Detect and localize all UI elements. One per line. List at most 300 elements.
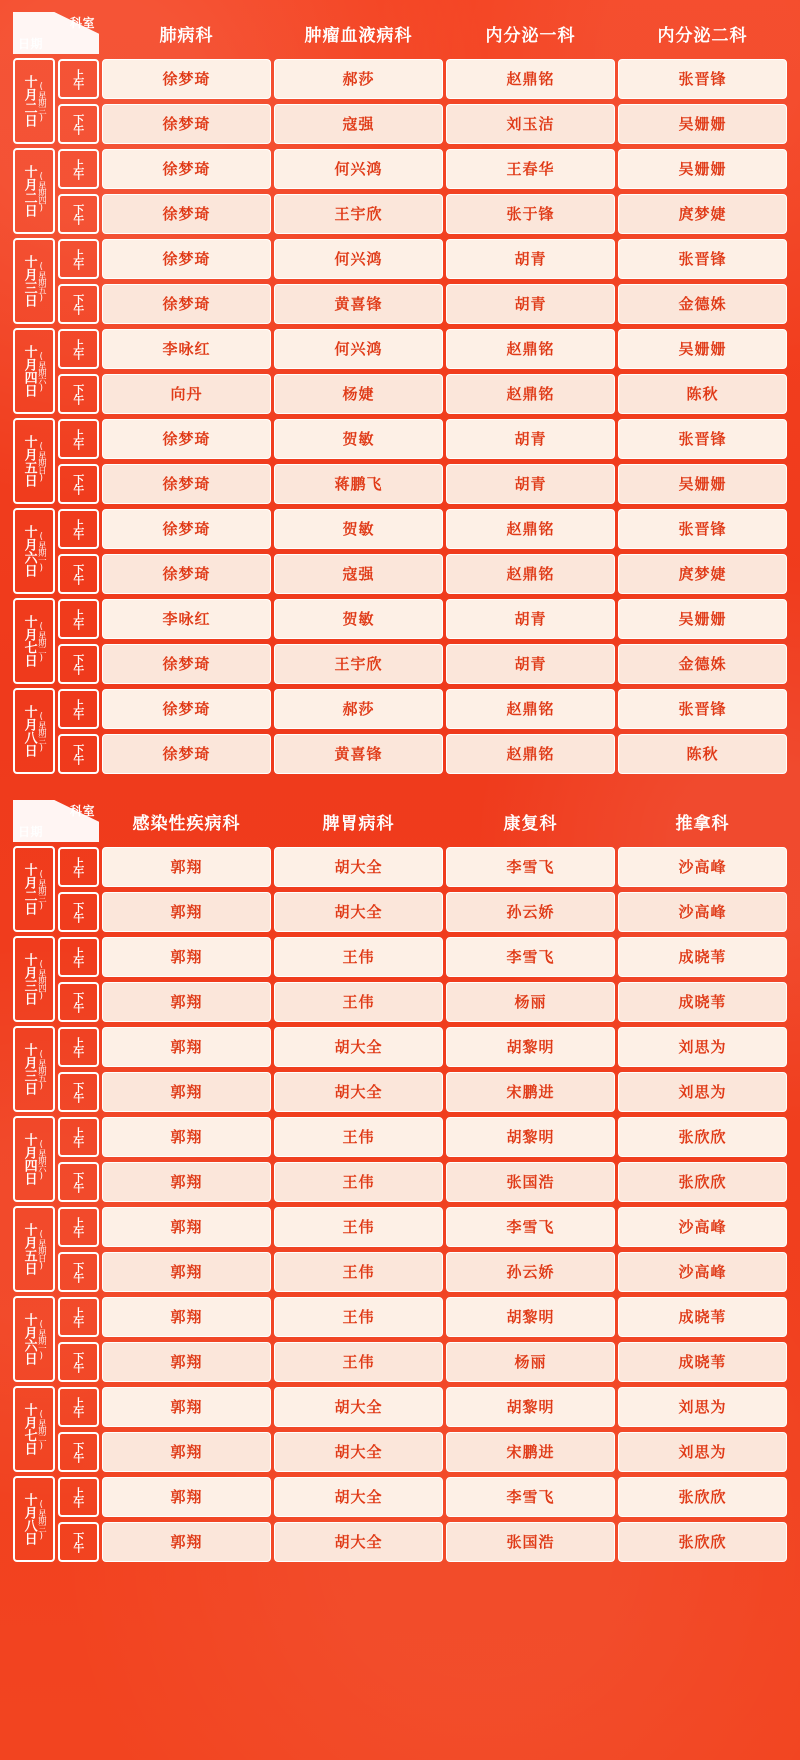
session-label: 上午 (71, 68, 85, 89)
session-cell (58, 238, 100, 279)
weekday-text: (星期六) (36, 351, 47, 393)
doctor-name: 郭翔 (102, 1252, 271, 1292)
session-box (58, 644, 100, 684)
session-box (58, 982, 100, 1022)
doctor-cell (274, 1071, 443, 1112)
session-box (58, 1252, 100, 1292)
doctor-name: 胡大全 (274, 1387, 443, 1427)
doctor-cell (446, 1071, 615, 1112)
date-box (13, 238, 55, 324)
doctor-name: 陈秋 (618, 734, 787, 774)
doctor-cell (618, 643, 787, 684)
date-cell (13, 148, 55, 234)
doctor-cell (618, 936, 787, 977)
department-header: 内分泌二科 (657, 25, 748, 46)
session-box (58, 419, 100, 459)
doctor-name: 胡黎明 (446, 1117, 615, 1157)
doctor-name: 郭翔 (102, 937, 271, 977)
table-row (13, 58, 787, 99)
doctor-name: 刘思为 (618, 1387, 787, 1427)
session-label: 下午 (71, 1441, 85, 1462)
corner-divider (13, 12, 99, 54)
date-cell (13, 508, 55, 594)
doctor-name: 郭翔 (102, 1207, 271, 1247)
doctor-cell (618, 1071, 787, 1112)
doctor-cell (102, 553, 271, 594)
doctor-cell (446, 148, 615, 189)
doctor-cell (102, 193, 271, 234)
doctor-name: 李雪飞 (446, 1207, 615, 1247)
doctor-cell (274, 733, 443, 774)
doctor-cell (446, 1476, 615, 1517)
date-box (13, 1296, 55, 1382)
doctor-cell (274, 598, 443, 639)
doctor-cell (618, 418, 787, 459)
session-box (58, 329, 100, 369)
session-label: 下午 (71, 563, 85, 584)
doctor-name: 赵鼎铭 (446, 329, 615, 369)
date-text: 十月五日 (21, 1223, 37, 1275)
doctor-cell (102, 846, 271, 887)
doctor-cell (274, 1431, 443, 1472)
table-row (13, 733, 787, 774)
doctor-name: 宋鹏进 (446, 1072, 615, 1112)
doctor-name: 胡大全 (274, 1477, 443, 1517)
session-box (58, 599, 100, 639)
session-box (58, 937, 100, 977)
doctor-cell (618, 598, 787, 639)
doctor-name: 寇强 (274, 554, 443, 594)
doctor-cell (274, 193, 443, 234)
table-row (13, 148, 787, 189)
session-label: 上午 (71, 158, 85, 179)
doctor-cell (618, 508, 787, 549)
department-header: 康复科 (503, 813, 558, 834)
weekday-text: (星期六) (36, 1139, 47, 1181)
session-cell (58, 328, 100, 369)
doctor-name: 胡大全 (274, 1072, 443, 1112)
doctor-cell (102, 283, 271, 324)
header-department-label: 科室 (69, 16, 95, 30)
session-box (58, 554, 100, 594)
weekday-text: (星期三) (36, 81, 47, 123)
session-cell (58, 508, 100, 549)
doctor-name: 金德姝 (618, 644, 787, 684)
doctor-name: 李咏红 (102, 599, 271, 639)
doctor-name: 张于锋 (446, 194, 615, 234)
department-header: 肿瘤血液病科 (304, 25, 413, 46)
session-label: 下午 (71, 991, 85, 1012)
doctor-cell (446, 846, 615, 887)
session-label: 下午 (71, 1531, 85, 1552)
doctor-name: 王宇欣 (274, 194, 443, 234)
doctor-cell (274, 103, 443, 144)
doctor-cell (446, 1161, 615, 1202)
session-cell (58, 418, 100, 459)
table-row (13, 936, 787, 977)
doctor-cell (102, 981, 271, 1022)
doctor-name: 赵鼎铭 (446, 734, 615, 774)
doctor-cell (102, 1161, 271, 1202)
session-cell (58, 981, 100, 1022)
doctor-name: 胡大全 (274, 847, 443, 887)
doctor-cell (618, 463, 787, 504)
table-row (13, 1431, 787, 1472)
doctor-name: 贺敏 (274, 419, 443, 459)
session-cell (58, 103, 100, 144)
doctor-name: 成晓苇 (618, 1297, 787, 1337)
doctor-cell (446, 58, 615, 99)
session-box (58, 194, 100, 234)
session-box (58, 1027, 100, 1067)
doctor-cell (274, 148, 443, 189)
session-label: 上午 (71, 1486, 85, 1507)
doctor-cell (446, 1296, 615, 1337)
session-cell (58, 1071, 100, 1112)
session-box (58, 734, 100, 774)
doctor-name: 胡青 (446, 644, 615, 684)
doctor-name: 胡青 (446, 239, 615, 279)
department-header: 脾胃病科 (322, 813, 395, 834)
date-box (13, 936, 55, 1022)
table-row (13, 418, 787, 459)
date-text: 十月八日 (21, 1493, 37, 1545)
session-label: 上午 (71, 608, 85, 629)
doctor-cell (446, 1386, 615, 1427)
department-header: 推拿科 (675, 813, 730, 834)
session-label: 上午 (71, 1306, 85, 1327)
doctor-cell (102, 1071, 271, 1112)
table-row (13, 1206, 787, 1247)
doctor-cell (446, 328, 615, 369)
weekday-text: (星期三) (36, 869, 47, 911)
doctor-name: 吴姗姗 (618, 149, 787, 189)
doctor-cell (446, 1116, 615, 1157)
header-corner-cell (13, 800, 99, 842)
session-cell (58, 1431, 100, 1472)
doctor-cell (274, 1116, 443, 1157)
doctor-name: 赵鼎铭 (446, 59, 615, 99)
doctor-name: 李咏红 (102, 329, 271, 369)
date-text: 十月四日 (21, 1133, 37, 1185)
doctor-cell (274, 553, 443, 594)
weekday-text: (星期二) (36, 621, 47, 663)
table-row (13, 891, 787, 932)
doctor-cell (102, 58, 271, 99)
session-box (58, 1342, 100, 1382)
date-cell (13, 1386, 55, 1472)
doctor-name: 陈秋 (618, 374, 787, 414)
doctor-name: 张晋锋 (618, 689, 787, 729)
date-text: 十月二日 (21, 165, 37, 217)
doctor-cell (446, 463, 615, 504)
doctor-name: 徐梦琦 (102, 149, 271, 189)
date-cell (13, 1476, 55, 1562)
doctor-name: 赵鼎铭 (446, 374, 615, 414)
session-label: 上午 (71, 698, 85, 719)
doctor-name: 郭翔 (102, 847, 271, 887)
session-cell (58, 1476, 100, 1517)
department-header: 内分泌一科 (485, 25, 576, 46)
doctor-cell (446, 1026, 615, 1067)
table-row (13, 1161, 787, 1202)
doctor-cell (446, 238, 615, 279)
weekday-text: (星期四) (36, 959, 47, 1001)
doctor-cell (274, 643, 443, 684)
table-row (13, 1521, 787, 1562)
session-box (58, 1162, 100, 1202)
doctor-name: 刘思为 (618, 1072, 787, 1112)
session-cell (58, 643, 100, 684)
doctor-cell (618, 238, 787, 279)
doctor-name: 胡大全 (274, 892, 443, 932)
session-box (58, 464, 100, 504)
session-box (58, 374, 100, 414)
session-box (58, 149, 100, 189)
session-label: 下午 (71, 1171, 85, 1192)
table-row (13, 598, 787, 639)
doctor-cell (102, 373, 271, 414)
doctor-cell (274, 418, 443, 459)
doctor-cell (274, 936, 443, 977)
doctor-cell (446, 1431, 615, 1472)
date-box (13, 598, 55, 684)
doctor-cell (618, 1206, 787, 1247)
doctor-cell (618, 328, 787, 369)
date-cell (13, 58, 55, 144)
session-cell (58, 936, 100, 977)
session-box (58, 1072, 100, 1112)
session-cell (58, 891, 100, 932)
table-row (13, 373, 787, 414)
doctor-name: 郭翔 (102, 1162, 271, 1202)
doctor-cell (102, 643, 271, 684)
doctor-cell (274, 508, 443, 549)
session-cell (58, 733, 100, 774)
date-text: 十月二日 (21, 863, 37, 915)
doctor-cell (446, 598, 615, 639)
session-cell (58, 1296, 100, 1337)
doctor-name: 张国浩 (446, 1522, 615, 1562)
doctor-cell (274, 238, 443, 279)
session-label: 上午 (71, 338, 85, 359)
date-cell (13, 1206, 55, 1292)
doctor-cell (102, 1206, 271, 1247)
doctor-name: 胡青 (446, 284, 615, 324)
doctor-cell (274, 463, 443, 504)
session-box (58, 1297, 100, 1337)
doctor-cell (446, 508, 615, 549)
table-row (13, 846, 787, 887)
doctor-cell (102, 1521, 271, 1562)
date-cell (13, 1026, 55, 1112)
session-label: 上午 (71, 856, 85, 877)
doctor-cell (618, 103, 787, 144)
session-cell (58, 463, 100, 504)
doctor-name: 寇强 (274, 104, 443, 144)
doctor-name: 张欣欣 (618, 1162, 787, 1202)
date-cell (13, 238, 55, 324)
doctor-name: 张欣欣 (618, 1117, 787, 1157)
weekday-text: (星期四) (36, 171, 47, 213)
doctor-name: 郭翔 (102, 892, 271, 932)
table-row (13, 981, 787, 1022)
table-row (13, 1071, 787, 1112)
weekday-text: (星期日) (36, 441, 47, 483)
doctor-cell (274, 891, 443, 932)
doctor-cell (274, 1521, 443, 1562)
schedule-table (10, 796, 790, 1566)
doctor-cell (102, 103, 271, 144)
doctor-name: 刘思为 (618, 1027, 787, 1067)
doctor-cell (618, 373, 787, 414)
doctor-name: 王伟 (274, 1207, 443, 1247)
date-text: 十月二日 (21, 75, 37, 127)
date-cell (13, 1116, 55, 1202)
date-text: 十月六日 (21, 525, 37, 577)
doctor-name: 张晋锋 (618, 239, 787, 279)
doctor-cell (618, 733, 787, 774)
session-label: 上午 (71, 428, 85, 449)
session-box (58, 892, 100, 932)
date-text: 十月五日 (21, 435, 37, 487)
doctor-name: 蒋鹏飞 (274, 464, 443, 504)
date-text: 十月三日 (21, 953, 37, 1005)
doctor-cell (274, 1026, 443, 1067)
session-label: 下午 (71, 653, 85, 674)
doctor-cell (102, 733, 271, 774)
table-header-row (13, 800, 787, 842)
doctor-name: 王伟 (274, 1252, 443, 1292)
doctor-name: 郭翔 (102, 1072, 271, 1112)
doctor-cell (102, 1026, 271, 1067)
table-row (13, 1251, 787, 1292)
session-box (58, 284, 100, 324)
doctor-name: 胡青 (446, 599, 615, 639)
doctor-name: 王伟 (274, 1342, 443, 1382)
doctor-cell (274, 328, 443, 369)
date-box (13, 1476, 55, 1562)
date-text: 十月四日 (21, 345, 37, 397)
session-box (58, 104, 100, 144)
doctor-cell (274, 373, 443, 414)
weekday-text: (星期五) (36, 1049, 47, 1091)
doctor-name: 张欣欣 (618, 1477, 787, 1517)
session-cell (58, 1251, 100, 1292)
doctor-name: 胡青 (446, 419, 615, 459)
doctor-name: 刘玉洁 (446, 104, 615, 144)
date-box (13, 1116, 55, 1202)
doctor-name: 沙高峰 (618, 847, 787, 887)
session-cell (58, 688, 100, 729)
date-cell (13, 1296, 55, 1382)
doctor-name: 徐梦琦 (102, 194, 271, 234)
doctor-name: 沙高峰 (618, 1252, 787, 1292)
doctor-name: 沙高峰 (618, 1207, 787, 1247)
date-cell (13, 598, 55, 684)
table-row (13, 1341, 787, 1382)
doctor-cell (274, 1251, 443, 1292)
doctor-name: 郭翔 (102, 982, 271, 1022)
date-text: 十月七日 (21, 1403, 37, 1455)
department-header: 肺病科 (159, 25, 214, 46)
doctor-cell (102, 1431, 271, 1472)
doctor-name: 徐梦琦 (102, 464, 271, 504)
date-box (13, 688, 55, 774)
table-row (13, 688, 787, 729)
header-date-label: 日期 (18, 825, 44, 839)
doctor-cell (102, 1296, 271, 1337)
schedule-table-2 (10, 796, 790, 1566)
session-box (58, 1207, 100, 1247)
table-row (13, 283, 787, 324)
doctor-name: 宋鹏进 (446, 1432, 615, 1472)
doctor-cell (102, 1341, 271, 1382)
doctor-cell (446, 373, 615, 414)
doctor-name: 孙云娇 (446, 892, 615, 932)
doctor-name: 成晓苇 (618, 937, 787, 977)
doctor-name: 吴姗姗 (618, 464, 787, 504)
session-box (58, 1117, 100, 1157)
session-box (58, 509, 100, 549)
doctor-cell (274, 981, 443, 1022)
doctor-name: 张欣欣 (618, 1522, 787, 1562)
doctor-cell (618, 846, 787, 887)
doctor-name: 徐梦琦 (102, 734, 271, 774)
doctor-name: 杨婕 (274, 374, 443, 414)
date-box (13, 58, 55, 144)
doctor-name: 庹梦婕 (618, 554, 787, 594)
doctor-cell (618, 1116, 787, 1157)
doctor-name: 张晋锋 (618, 59, 787, 99)
doctor-cell (102, 688, 271, 729)
weekday-text: (星期一) (36, 1319, 47, 1361)
date-text: 十月七日 (21, 615, 37, 667)
session-cell (58, 553, 100, 594)
session-cell (58, 1386, 100, 1427)
doctor-cell (274, 1386, 443, 1427)
session-box (58, 239, 100, 279)
doctor-name: 王伟 (274, 1297, 443, 1337)
doctor-cell (102, 1251, 271, 1292)
session-cell (58, 1116, 100, 1157)
doctor-cell (274, 688, 443, 729)
doctor-cell (102, 936, 271, 977)
doctor-name: 孙云娇 (446, 1252, 615, 1292)
doctor-name: 庹梦婕 (618, 194, 787, 234)
doctor-name: 徐梦琦 (102, 59, 271, 99)
doctor-cell (102, 598, 271, 639)
table-row (13, 643, 787, 684)
doctor-cell (446, 283, 615, 324)
session-cell (58, 1206, 100, 1247)
doctor-cell (102, 238, 271, 279)
doctor-cell (446, 1251, 615, 1292)
session-box (58, 59, 100, 99)
doctor-cell (446, 936, 615, 977)
doctor-cell (102, 148, 271, 189)
doctor-cell (618, 688, 787, 729)
doctor-cell (618, 193, 787, 234)
schedule-table (10, 8, 790, 778)
doctor-name: 徐梦琦 (102, 419, 271, 459)
doctor-cell (446, 1206, 615, 1247)
date-cell (13, 846, 55, 932)
doctor-name: 郭翔 (102, 1297, 271, 1337)
session-label: 上午 (71, 1216, 85, 1237)
doctor-cell (102, 1116, 271, 1157)
doctor-name: 吴姗姗 (618, 329, 787, 369)
